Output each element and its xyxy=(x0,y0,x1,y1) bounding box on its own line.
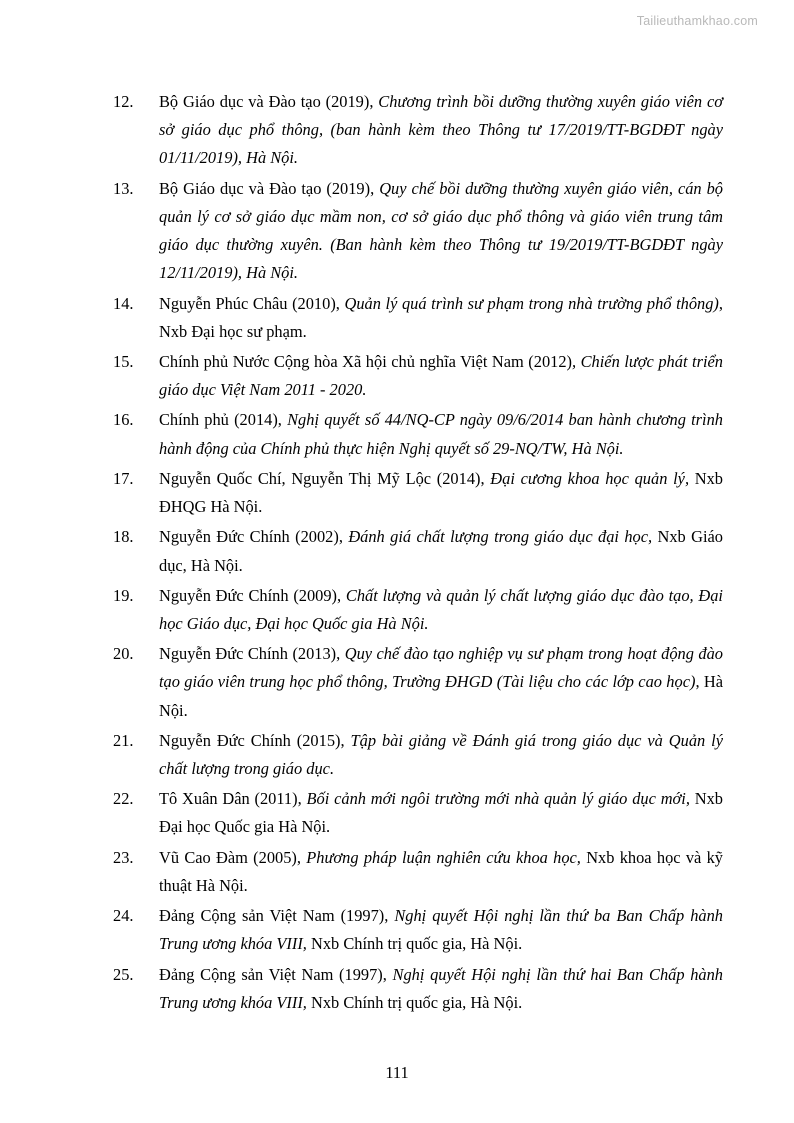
reference-entry xyxy=(113,88,723,173)
reference-plain-text: Nguyễn Đức Chính (2013), xyxy=(159,644,345,664)
reference-text xyxy=(159,640,723,725)
reference-entry xyxy=(113,902,723,958)
reference-entry xyxy=(113,523,723,579)
reference-number: 23. xyxy=(113,847,134,867)
reference-number: 22. xyxy=(113,789,134,809)
reference-text xyxy=(159,290,723,346)
reference-entry xyxy=(113,844,723,900)
reference-plain-text: Nguyễn Đức Chính (2015), xyxy=(159,730,351,750)
reference-text xyxy=(159,902,723,958)
reference-number: 13. xyxy=(113,178,134,198)
reference-title-italic: Quy chế đào tạo nghiệp vụ sư phạm trong hoạt động đào tạo giáo viên trung học phổ thông, Trường ĐHGD (Tài liệu cho các lớp cao học) xyxy=(159,644,723,692)
reference-text xyxy=(159,523,723,579)
reference-number: 18. xyxy=(113,527,134,547)
reference-plain-text: , Hà Nội. xyxy=(159,672,723,720)
reference-entry xyxy=(113,465,723,521)
reference-title-italic: Nghị quyết số 44/NQ-CP ngày 09/6/2014 ban hành chương trình hành động của Chính phủ thực hiện Nghị quyết số 29-NQ/TW, Hà Nội. xyxy=(159,410,723,458)
reference-number: 12. xyxy=(113,92,134,111)
reference-title-italic: , Chiến lược phát triển giáo dục Việt Nam 2011 - 2020. xyxy=(159,351,723,400)
reference-plain-text: Nxb ĐHQG Hà Nội. xyxy=(159,468,723,517)
reference-title-italic: Bối cảnh mới ngôi trường mới nhà quản lý giáo dục mới, xyxy=(306,789,690,809)
page-number: 111 xyxy=(385,1063,409,1082)
reference-text xyxy=(159,175,723,288)
reference-title-italic: Chất lượng và quản lý chất lượng giáo dục đào tạo, Đại học Giáo dục, Đại học Quốc gia Hà Nội. xyxy=(159,585,723,633)
reference-number: 21. xyxy=(113,730,134,750)
reference-text xyxy=(159,465,723,521)
reference-text xyxy=(159,844,723,900)
reference-plain-text: Bộ Giáo dục và Đào tạo (2019), xyxy=(159,178,380,198)
reference-plain-text: Nguyễn Quốc Chí, Nguyễn Thị Mỹ Lộc (2014), xyxy=(159,468,491,488)
reference-text xyxy=(159,406,723,462)
reference-plain-text: Nguyễn Đức Chính (2009), xyxy=(159,585,346,605)
reference-plain-text: Đảng Cộng sản Việt Nam (1997), xyxy=(159,964,393,984)
reference-number: 14. xyxy=(113,293,134,313)
reference-plain-text: Nxb Đại học Quốc gia Hà Nội. xyxy=(159,789,723,837)
reference-plain-text: , Nxb Đại học sư phạm. xyxy=(159,293,723,341)
reference-plain-text: Nguyễn Phúc Châu (2010), xyxy=(159,293,345,313)
reference-plain-text: Nxb Chính trị quốc gia, Hà Nội. xyxy=(306,934,523,954)
reference-number: 19. xyxy=(113,585,134,605)
reference-plain-text: Bộ Giáo dục và Đào tạo (2019), xyxy=(159,92,379,111)
reference-entry xyxy=(113,727,723,783)
reference-list xyxy=(113,88,723,1019)
reference-plain-text: Nxb khoa học và kỹ thuật Hà Nội. xyxy=(159,847,723,895)
reference-text xyxy=(159,785,723,841)
reference-plain-text: Tô Xuân Dân (2011), xyxy=(159,789,307,809)
reference-entry xyxy=(113,961,723,1017)
reference-title-italic: Đại cương khoa học quản lý, xyxy=(490,468,690,488)
reference-title-italic: Nghị quyết Hội nghị lần thứ hai Ban Chấp hành Trung ương khóa VIII, xyxy=(159,964,723,1012)
reference-plain-text: Đảng Cộng sản Việt Nam (1997), xyxy=(159,906,395,926)
reference-text xyxy=(159,961,723,1017)
reference-plain-text: Nxb Chính trị quốc gia, Hà Nội. xyxy=(306,992,523,1012)
reference-plain-text: Chính phủ (2014), xyxy=(159,410,288,430)
reference-plain-text: Nguyễn Đức Chính (2002), xyxy=(159,527,349,547)
reference-entry xyxy=(113,640,723,725)
reference-entry xyxy=(113,785,723,841)
reference-text xyxy=(159,88,723,173)
reference-entry xyxy=(113,348,723,404)
reference-number: 15. xyxy=(113,351,134,371)
reference-title-italic: Tập bài giảng về Đánh giá trong giáo dục và Quản lý chất lượng trong giáo dục. xyxy=(159,730,723,779)
reference-text xyxy=(159,348,723,404)
reference-text xyxy=(159,582,723,638)
reference-text xyxy=(159,727,723,783)
reference-title-italic: Phương pháp luận nghiên cứu khoa học, xyxy=(306,847,581,867)
reference-entry xyxy=(113,582,723,638)
reference-entry xyxy=(113,406,723,462)
reference-plain-text: Nxb Giáo dục, Hà Nội. xyxy=(159,527,723,575)
reference-number: 17. xyxy=(113,468,134,488)
reference-title-italic: Nghị quyết Hội nghị lần thứ ba Ban Chấp hành Trung ương khóa VIII, xyxy=(159,906,723,954)
reference-number: 16. xyxy=(113,410,134,430)
reference-title-italic: Chương trình bồi dưỡng thường xuyên giáo viên cơ sở giáo dục phổ thông, (ban hành kèm theo Thông tư 17/2019/TT-BGDĐT ngày 01/11/2019), Hà Nội. xyxy=(159,92,723,168)
reference-number: 20. xyxy=(113,644,134,664)
reference-title-italic: Quản lý quá trình sư phạm trong nhà trường phổ thông) xyxy=(344,293,719,313)
reference-title-italic: Quy chế bồi dưỡng thường xuyên giáo viên, cán bộ quản lý cơ sở giáo dục mầm non, cơ sở giáo dục phổ thông và giáo viên trung tâm giáo dục thường xuyên. (Ban hành kèm theo Thông tư 19/2019/TT-BGDĐT ngày 12/11/2019), Hà Nội. xyxy=(159,178,723,283)
reference-title-italic: Đánh giá chất lượng trong giáo dục đại học, xyxy=(348,527,653,547)
reference-plain-text: Vũ Cao Đàm (2005), xyxy=(159,847,307,867)
reference-plain-text: Chính phủ Nước Cộng hòa Xã hội chủ nghĩa Việt Nam (2012) xyxy=(159,351,572,371)
reference-number: 24. xyxy=(113,906,134,926)
reference-number: 25. xyxy=(113,964,134,984)
reference-entry xyxy=(113,175,723,288)
reference-entry xyxy=(113,290,723,346)
watermark-text: Tailieuthamkhao.com xyxy=(636,14,758,28)
